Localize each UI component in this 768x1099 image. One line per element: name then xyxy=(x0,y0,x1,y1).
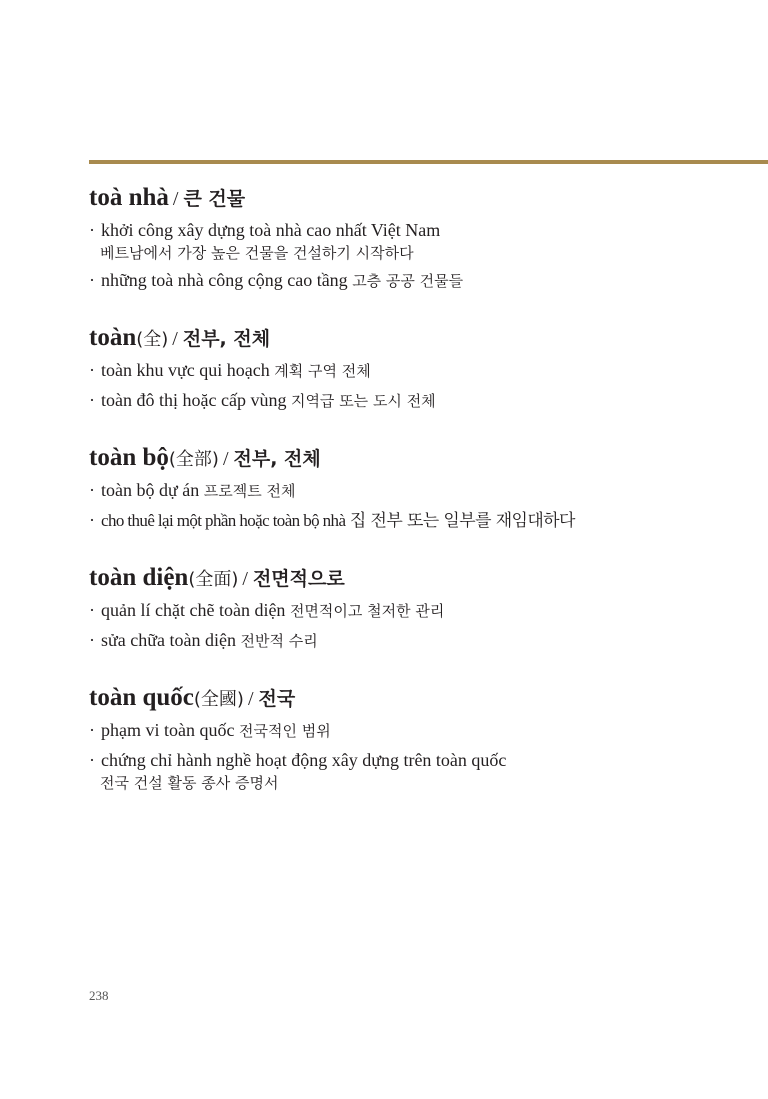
headword: toàn bộ xyxy=(89,444,169,471)
hanja: (全) xyxy=(136,329,169,350)
separator: / xyxy=(242,568,253,590)
bullet-dot: · xyxy=(89,720,95,740)
example-ko: 전반적 수리 xyxy=(240,632,318,650)
entry-headline xyxy=(89,180,749,216)
example-ko: 전국적인 범위 xyxy=(238,722,331,740)
meaning: 전면적으로 xyxy=(252,568,345,590)
bullet-dot: · xyxy=(89,750,95,770)
example-vi: sửa chữa toàn diện xyxy=(101,630,236,650)
example-line xyxy=(89,596,749,626)
header-rule xyxy=(89,160,768,164)
example-ko-line: 베트남에서 가장 높은 건물을 건설하기 시작하다 xyxy=(100,244,414,262)
example-line xyxy=(89,626,749,656)
example-vi: khởi công xây dựng toà nhà cao nhất Việt Nam xyxy=(101,220,441,240)
meaning: 전국 xyxy=(258,688,296,710)
example-ko: 프로젝트 전체 xyxy=(203,482,296,500)
example-line xyxy=(89,356,749,386)
example-line xyxy=(89,476,749,506)
example-vi: toàn khu vực qui hoạch xyxy=(101,360,270,380)
bullet-dot: · xyxy=(89,270,95,290)
bullet-dot: · xyxy=(89,480,95,500)
bullet-dot: · xyxy=(89,360,95,380)
example-vi: toàn bộ dự án xyxy=(101,480,200,500)
example-ko: 계획 구역 전체 xyxy=(274,362,371,380)
entry-toa-nha xyxy=(89,180,749,296)
headword: toàn diện xyxy=(89,564,189,591)
example-vi: chứng chỉ hành nghề hoạt động xây dựng trên toàn quốc xyxy=(101,750,507,770)
example-vi: phạm vi toàn quốc xyxy=(101,720,235,740)
example-line xyxy=(89,266,749,296)
meaning: 큰 건물 xyxy=(183,188,246,210)
separator: / xyxy=(172,328,183,350)
example-ko: 전면적이고 철저한 관리 xyxy=(289,602,445,620)
example-vi: những toà nhà công cộng cao tầng xyxy=(101,270,348,290)
separator: / xyxy=(222,448,234,470)
bullet-dot: · xyxy=(89,220,95,240)
entry-headline xyxy=(89,560,749,596)
entry-headline xyxy=(89,440,749,476)
entry-headline xyxy=(89,320,749,356)
hanja: (全部) xyxy=(168,449,219,470)
example-ko: 지역급 또는 도시 전체 xyxy=(290,392,436,410)
example-line xyxy=(89,506,749,536)
separator: / xyxy=(247,688,259,710)
bullet-dot: · xyxy=(89,390,95,410)
entry-list xyxy=(89,180,749,820)
hanja: (全國) xyxy=(193,689,244,710)
headword: toàn quốc xyxy=(89,684,194,711)
example-line xyxy=(89,716,749,746)
page-number: 238 xyxy=(89,988,109,1003)
meaning: 전부, 전체 xyxy=(182,328,271,350)
bullet-dot: · xyxy=(89,630,95,650)
example-vi: quản lí chặt chẽ toàn diện xyxy=(101,600,286,620)
example-ko-line: 전국 건설 활동 종사 증명서 xyxy=(100,774,279,792)
meaning: 전부, 전체 xyxy=(233,448,321,470)
example-line xyxy=(89,386,749,416)
entry-toan xyxy=(89,320,749,416)
separator: / xyxy=(172,188,184,210)
example-ko: 집 전부 또는 일부를 재임대하다 xyxy=(349,511,575,531)
entry-toan-bo xyxy=(89,440,749,536)
headword: toà nhà xyxy=(89,184,169,211)
entry-headline xyxy=(89,680,749,716)
hanja: (全面) xyxy=(188,569,239,590)
entry-toan-quoc xyxy=(89,680,749,796)
bullet-dot: · xyxy=(89,600,95,620)
example-vi: toàn đô thị hoặc cấp vùng xyxy=(101,390,287,410)
example-ko: 고층 공공 건물들 xyxy=(352,272,464,290)
example-vi: cho thuê lại một phần hoặc toàn bộ nhà xyxy=(101,511,346,530)
headword: toàn xyxy=(89,324,137,351)
bullet-dot: · xyxy=(89,510,95,530)
entry-toan-dien xyxy=(89,560,749,656)
